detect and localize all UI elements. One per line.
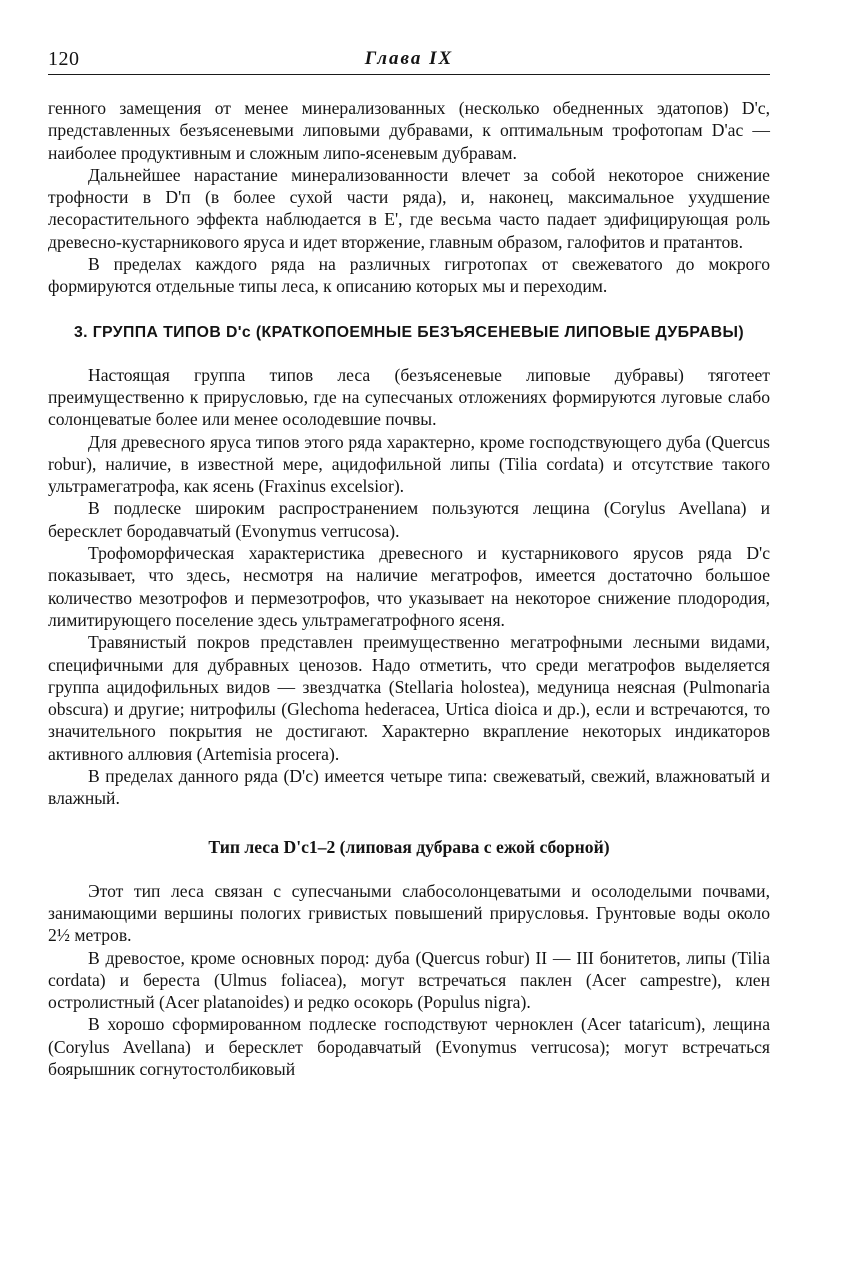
paragraph: Дальнейшее нарастание минерализованности влечет за собой некоторое снижение трофности в D'п (в более сухой части ряда), и, наконец, максимальное ухудшение лесорастительного эффекта наблюдается в E', где весьма часто падает эдифицирующая роль древесно-кустарникового яруса и идет вторжение, главным образом, галофитов и пратантов. xyxy=(48,164,770,252)
page-header xyxy=(48,44,770,75)
paragraph: Травянистый покров представлен преимущественно мегатрофными лесными видами, специфичными для дубравных ценозов. Надо отметить, что среди мегатрофов выделяется группа ацидофильных видов — звездчатка (Stellaria holostea), медуница неясная (Pulmonaria obscura) и другие; нитрофилы (Glechoma hederacea, Urtica dioica и др.), если и встречаются, то значительного покрытия не достигают. Характерно вкрапление некоторых индикаторов активного аллювия (Artemisia procera). xyxy=(48,632,770,764)
section-heading: 3. ГРУППА ТИПОВ D'c (КРАТКОПОЕМНЫЕ БЕЗЪЯСЕНЕВЫЕ ЛИПОВЫЕ ДУБРАВЫ) xyxy=(73,323,745,341)
paragraph: В древостое, кроме основных пород: дуба (Quercus robur) II — III бонитетов, липы (Tilia cordata) и береста (Ulmus foliacea), могут встречаться паклен (Acer campestre), клен остролистный (Acer platanoides) и редко осокорь (Populus nigra). xyxy=(48,947,770,1013)
paragraph: В пределах данного ряда (D'c) имеется четыре типа: свежеватый, свежий, влажноватый и влажный. xyxy=(48,766,770,809)
subsection-heading: Тип леса D'c1–2 (липовая дубрава с ежой сборной) xyxy=(208,836,610,857)
paragraph: Трофоморфическая характеристика древесного и кустарникового ярусов ряда D'c показывает, что здесь, несмотря на наличие мегатрофов, имеется достаточно большое количество мезотрофов и пермезотрофов, что указывает на некоторое снижение плодородия, лимитирующего поселение здесь ультрамегатрофного ясеня. xyxy=(48,543,770,630)
page-body xyxy=(48,97,770,1080)
book-page xyxy=(48,44,770,1080)
paragraph: Этот тип леса связан с супесчаными слабосолонцеватыми и осолоделыми почвами, занимающими вершины пологих гривистых повышений прирусловья. Грунтовые воды около 2½ метров. xyxy=(48,880,770,946)
paragraph: генного замещения от менее минерализованных (несколько обедненных эдатопов) D'c, представленных безъясеневыми липовыми дубравами, к оптимальным трофотопам D'ac — наиболее продуктивным и сложным липо-ясеневым дубравам. xyxy=(48,98,770,163)
paragraph: Настоящая группа типов леса (безъясеневые липовые дубравы) тяготеет преимущественно к прирусловью, где на супесчаных отложениях формируются луговые слабо солонцеватые более или менее осолодевшие почвы. xyxy=(48,364,770,430)
running-head: Глава IX xyxy=(364,48,454,69)
paragraph: Для древесного яруса типов этого ряда характерно, кроме господствующего дуба (Quercus robur), наличие, в известной мере, ацидофильной липы (Tilia cordata) и отсутствие такого ультрамегатрофа, как ясень (Fraxinus excelsior). xyxy=(48,431,770,497)
paragraph: В подлеске широким распространением пользуются лещина (Corylus Avellana) и бересклет бородавчатый (Evonymus verrucosa). xyxy=(48,498,770,541)
page-number: 120 xyxy=(48,48,80,70)
paragraph: В хорошо сформированном подлеске господствуют черноклен (Acer tataricum), лещина (Corylus Avellana) и бересклет бородавчатый (Evonymus verrucosa); могут встречаться боярышник согнутостолбиковый xyxy=(48,1014,770,1079)
paragraph: В пределах каждого ряда на различных гигротопах от свежеватого до мокрого формируются отдельные типы леса, к описанию которых мы и переходим. xyxy=(48,254,770,297)
